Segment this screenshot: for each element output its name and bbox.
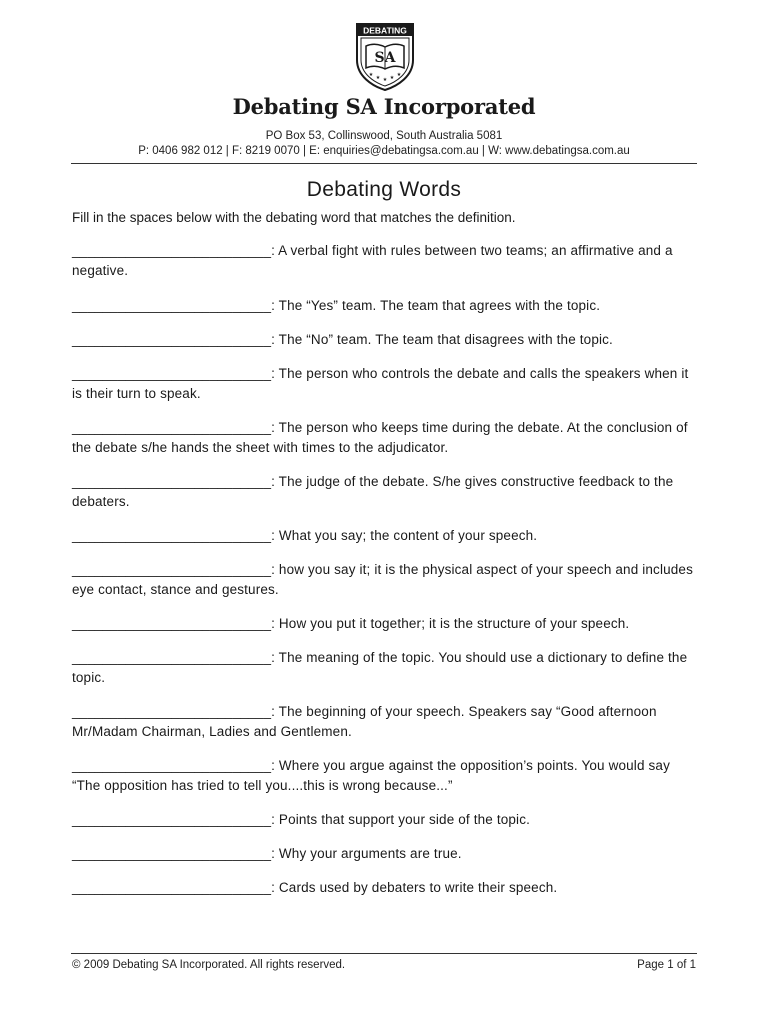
- answer-blank: __________________________: [72, 616, 272, 631]
- instructions: Fill in the spaces below with the debating word that matches the definition.: [72, 210, 516, 225]
- header-divider: [71, 163, 697, 164]
- definition-item: [72, 648, 698, 688]
- copyright-notice: © 2009 Debating SA Incorporated. All rights reserved.: [72, 959, 346, 971]
- answer-blank: __________________________: [72, 474, 272, 489]
- answer-blank: __________________________: [72, 846, 272, 861]
- answer-blank: __________________________: [72, 420, 272, 435]
- definition-item: [72, 844, 698, 864]
- definition-text: : The person who keeps time during the debate. At the conclusion of the debate s/he hands the sheet with times to the adjudicator.: [72, 420, 688, 455]
- footer-divider: [71, 953, 697, 954]
- answer-blank: __________________________: [72, 650, 272, 665]
- svg-text:★: ★: [382, 77, 388, 83]
- definition-text: : A verbal fight with rules between two teams; an affirmative and a negative.: [72, 243, 673, 278]
- definition-text: : Points that support your side of the topic.: [271, 812, 531, 827]
- definition-item: [72, 526, 698, 546]
- answer-blank: __________________________: [72, 528, 272, 543]
- page-title: Debating Words: [306, 178, 462, 201]
- definition-item: [72, 756, 698, 796]
- definition-text: : Why your arguments are true.: [271, 846, 462, 861]
- definition-text: : The “No” team. The team that disagrees with the topic.: [271, 332, 613, 347]
- answer-blank: __________________________: [72, 562, 272, 577]
- definition-item: [72, 296, 698, 316]
- answer-blank: __________________________: [72, 298, 272, 313]
- svg-text:★: ★: [389, 75, 395, 81]
- definition-text: : The judge of the debate. S/he gives constructive feedback to the debaters.: [72, 474, 674, 509]
- definition-text: : The meaning of the topic. You should use a dictionary to define the topic.: [72, 650, 688, 685]
- definition-text: : Where you argue against the opposition’s points. You would say “The opposition has tried to tell you....this is wrong because...”: [72, 758, 670, 793]
- answer-blank: __________________________: [72, 332, 272, 347]
- page-number: Page 1 of 1: [637, 959, 696, 971]
- answer-blank: __________________________: [72, 243, 272, 258]
- postal-address: PO Box 53, Collinswood, South Australia 5081: [265, 130, 503, 142]
- definition-item: [72, 472, 698, 512]
- definition-text: : Cards used by debaters to write their speech.: [271, 880, 558, 895]
- contact-details: P: 0406 982 012 | F: 8219 0070 | E: enquiries@debatingsa.com.au | W: www.debatingsa.com.au: [138, 145, 630, 157]
- definition-text: : What you say; the content of your speech.: [271, 528, 538, 543]
- definition-text: : how you say it; it is the physical aspect of your speech and includes eye contact, stance and gestures.: [72, 562, 693, 597]
- definition-item: [72, 810, 698, 830]
- answer-blank: __________________________: [72, 704, 272, 719]
- definition-item: [72, 614, 698, 634]
- organisation-name: Debating SA Incorporated: [232, 94, 536, 119]
- definition-text: : The beginning of your speech. Speakers say “Good afternoon Mr/Madam Chairman, Ladies and Gentlemen.: [72, 704, 657, 739]
- logo-initials: SA: [374, 50, 396, 66]
- answer-blank: __________________________: [72, 880, 272, 895]
- definition-text: : The person who controls the debate and calls the speakers when it is their turn to speak.: [72, 366, 689, 401]
- svg-text:★: ★: [375, 75, 381, 81]
- definition-item: [72, 364, 698, 404]
- definition-text: : How you put it together; it is the structure of your speech.: [271, 616, 630, 631]
- definition-item: [72, 878, 698, 898]
- answer-blank: __________________________: [72, 758, 272, 773]
- definition-item: [72, 330, 698, 350]
- svg-text:★: ★: [396, 72, 402, 78]
- definition-item: [72, 560, 698, 600]
- definition-item: [72, 702, 698, 742]
- definition-item: [72, 241, 698, 281]
- svg-text:★: ★: [368, 72, 374, 78]
- definition-item: [72, 418, 698, 458]
- debating-sa-logo: [352, 20, 418, 92]
- answer-blank: __________________________: [72, 812, 272, 827]
- logo-banner-text: DEBATING: [363, 25, 407, 36]
- definition-text: : The “Yes” team. The team that agrees with the topic.: [271, 298, 601, 313]
- answer-blank: __________________________: [72, 366, 272, 381]
